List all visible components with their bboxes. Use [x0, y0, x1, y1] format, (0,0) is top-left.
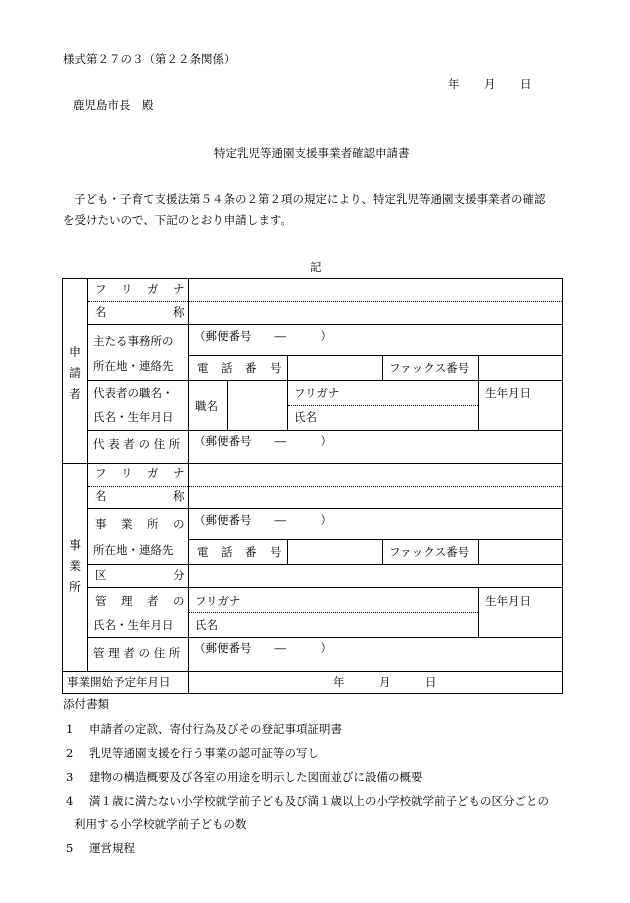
facility-office-label-2: 所在地・連絡先: [93, 543, 174, 557]
intro-line-1: 子ども・子育て支援法第５４条の２第２項の規定により、特定乳児等通園支援事業者の確認: [74, 192, 546, 206]
applicant-office-label-1: 主たる事務所の: [93, 334, 174, 348]
rep-furigana-label: フリガナ: [294, 386, 340, 400]
applicant-postal: （郵便番号 ― ）: [194, 329, 332, 343]
manager-label-2: 氏名・生年月日: [93, 618, 174, 632]
rep-name-label: 氏名: [294, 410, 317, 424]
rep-birth-label: 生年月日: [485, 386, 531, 400]
start-date-value: 年 月 日: [333, 675, 437, 689]
facility-postal: （郵便番号 ― ）: [194, 513, 332, 527]
applicant-office-label-2: 所在地・連絡先: [93, 359, 174, 373]
intro-line-2: を受けたいので、下記のとおり申請します。: [63, 213, 292, 227]
manager-name-label: 氏名: [195, 618, 218, 632]
facility-fax-label: ファックス番号: [389, 545, 470, 559]
form-number: 様式第２７の３（第２２条関係）: [63, 52, 236, 66]
manager-furigana-label: フリガナ: [195, 594, 241, 608]
date-year-label: 年: [448, 77, 460, 91]
date-day-label: 日: [520, 77, 532, 91]
rep-label-2: 氏名・生年月日: [93, 410, 174, 424]
start-date-label: 事業開始予定年月日: [67, 675, 171, 689]
manager-birth-label: 生年月日: [485, 594, 531, 608]
rep-job-title-label: 職名: [195, 399, 218, 413]
rep-label-1: 代表者の職名・: [93, 386, 174, 400]
ki-label: 記: [310, 260, 322, 274]
manager-postal: （郵便番号 ― ）: [194, 641, 332, 655]
document-title: 特定乳児等通園支援事業者確認申請書: [214, 146, 410, 160]
attachments-title: 添付書類: [63, 697, 109, 711]
applicant-fax-label: ファックス番号: [389, 361, 470, 375]
addressee: 鹿児島市長 殿: [73, 98, 154, 112]
date-month-label: 月: [484, 77, 496, 91]
rep-address-label: 代 表 者 の 住 所: [93, 437, 181, 451]
rep-postal: （郵便番号 ― ）: [194, 434, 332, 448]
manager-address-label: 管 理 者 の 住 所: [93, 646, 181, 660]
